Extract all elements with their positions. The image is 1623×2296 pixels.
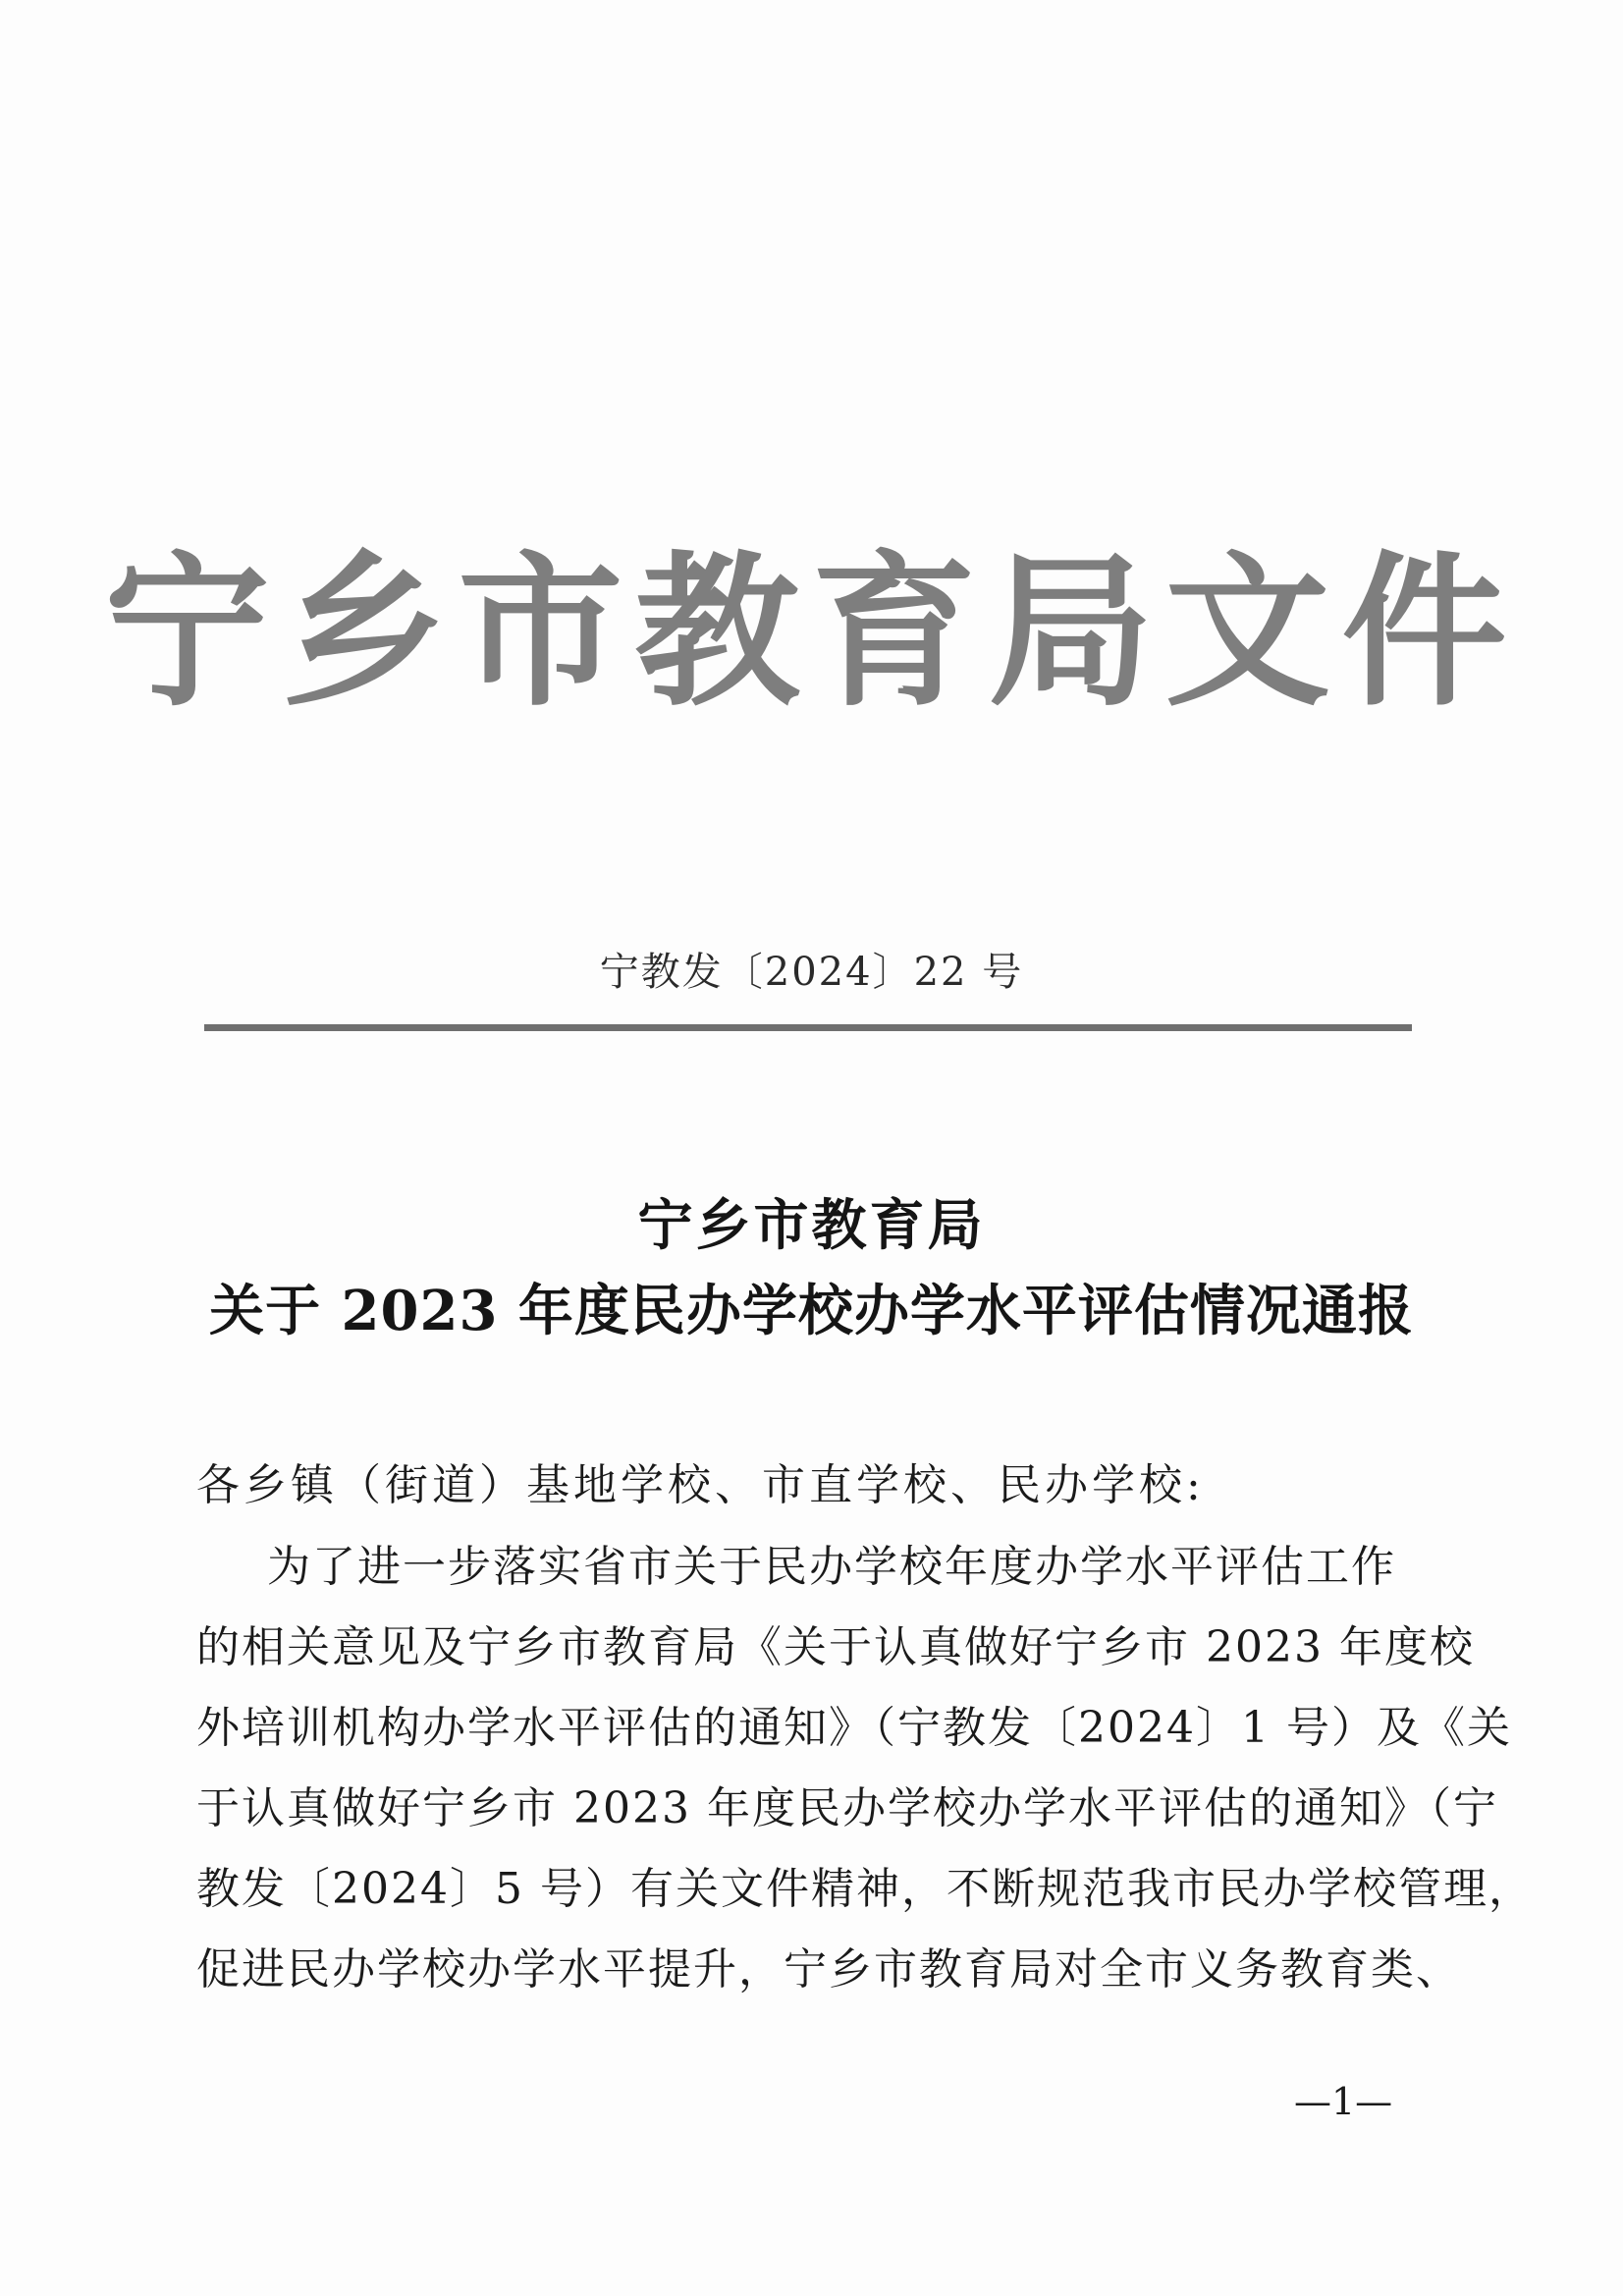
- title-line-2: 关于 2023 年度民办学校办学水平评估情况通报: [209, 1279, 1414, 1343]
- masthead-title: 宁乡市教育局文件: [104, 536, 1519, 729]
- salutation: 各乡镇（街道）基地学校、市直学校、民办学校:: [196, 1460, 1205, 1510]
- page-number: —1—: [1294, 2080, 1393, 2123]
- body-line: 外培训机构办学水平评估的通知》（宁教发〔2024〕1 号）及《关: [196, 1703, 1512, 1753]
- body-line: 促进民办学校办学水平提升，宁乡市教育局对全市义务教育类、: [196, 1944, 1461, 1995]
- body-line: 的相关意见及宁乡市教育局《关于认真做好宁乡市 2023 年度校: [196, 1622, 1475, 1672]
- body-line: 于认真做好宁乡市 2023 年度民办学校办学水平评估的通知》（宁: [196, 1783, 1498, 1833]
- body-line: 教发〔2024〕5 号）有关文件精神，不断规范我市民办学校管理，: [196, 1864, 1534, 1914]
- body-line: 为了进一步落实省市关于民办学校年度办学水平评估工作: [267, 1542, 1396, 1592]
- title-line-1: 宁乡市教育局: [637, 1193, 986, 1258]
- header-divider: [204, 1024, 1412, 1031]
- document-number: 宁教发〔2024〕22 号: [599, 950, 1024, 995]
- body-paragraph: [196, 1527, 1534, 2010]
